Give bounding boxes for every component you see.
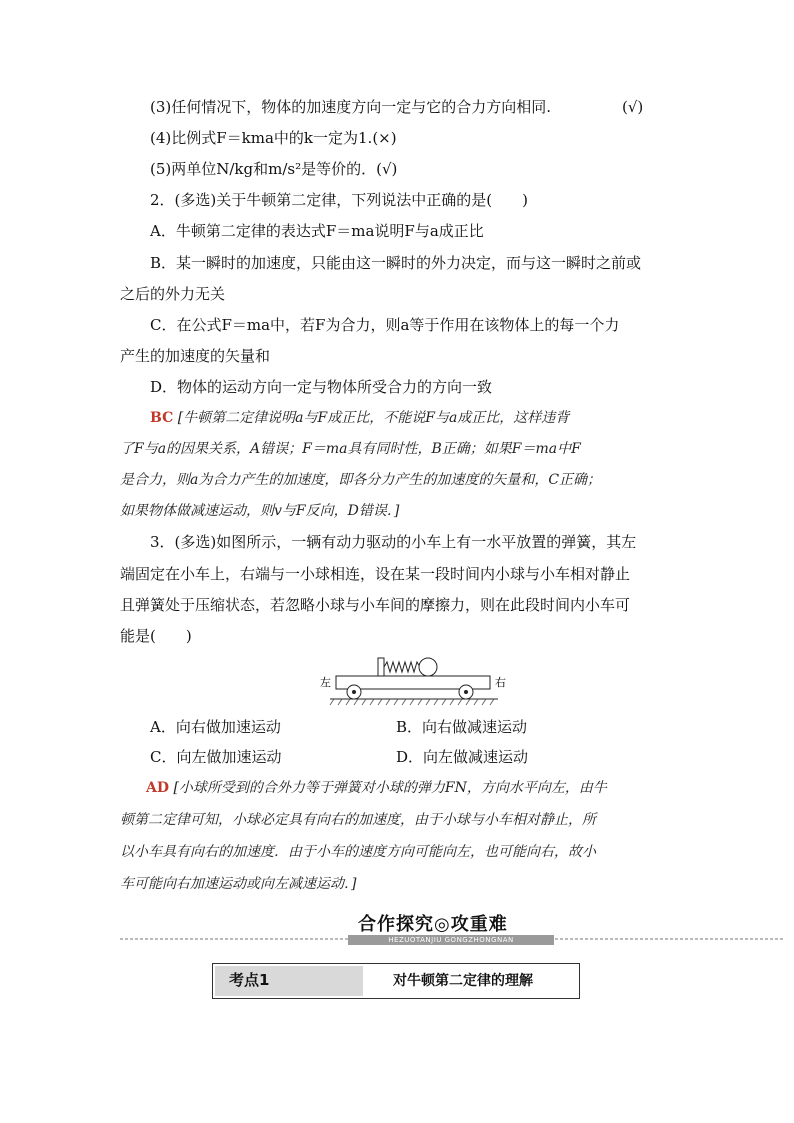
judgement-3 [150, 96, 551, 118]
judgement-4: (4)比例式F＝kma中的k一定为1.(×) [150, 129, 397, 147]
q3-explanation-line1 [146, 777, 607, 799]
stop-block [378, 658, 384, 676]
q3-option-c: C．向左做加速运动 [150, 748, 282, 766]
judgement-5: (5)两单位N/kg和m/s²是等价的．(√) [150, 160, 398, 178]
q2-option-c-line1: C．在公式F＝ma中，若F为合力，则a等于作用在该物体上的每一个力 [150, 316, 620, 334]
q3-stem-line2: 端固定在小车上，右端与一小球相连，设在某一段时间内小球与小车相对静止 [120, 565, 631, 583]
cart-spring-diagram [320, 648, 510, 710]
left-wheel-axle [352, 690, 356, 694]
kaodian-box [212, 963, 580, 999]
q2-explanation-line4: 如果物体做减速运动，则v与F反向，D错误．] [120, 503, 400, 519]
q3-explanation-line3: 以小车具有向右的加速度．由于小车的速度方向可能向左，也可能向右，故小 [120, 844, 596, 860]
ball [419, 658, 437, 676]
ground-hatching [330, 699, 494, 705]
q3-explanation-text1: [小球所受到的合外力等于弹簧对小球的弹力FN，方向水平向左，由牛 [173, 780, 607, 796]
q3-explanation-line2: 顿第二定律可知，小球必定具有向右的加速度，由于小球与小车相对静止，所 [120, 812, 596, 828]
q2-option-b-line2: 之后的外力无关 [120, 285, 226, 303]
section-title: 合作探究◎攻重难 [358, 914, 508, 935]
cart-spring-svg [320, 648, 510, 710]
left-label: 左 [320, 676, 331, 689]
q3-option-d: D．向左做减速运动 [396, 748, 529, 766]
q2-answer: BC [150, 410, 174, 426]
q3-explanation-line4: 车可能向右加速运动或向左减速运动．] [120, 876, 357, 892]
kaodian-title: 对牛顿第二定律的理解 [393, 973, 533, 989]
q2-option-c-line2: 产生的加速度的矢量和 [120, 347, 271, 365]
q2-explanation-text1: [牛顿第二定律说明a与F成正比，不能说F与a成正比，这样违背 [177, 410, 570, 426]
q2-option-d: D．物体的运动方向一定与物体所受合力的方向一致 [150, 378, 493, 396]
q3-answer: AD [146, 780, 170, 796]
q3-option-a: A．向右做加速运动 [150, 718, 281, 736]
right-wheel-axle [464, 690, 468, 694]
spring [384, 662, 420, 672]
q2-explanation-line3: 是合力，则a为合力产生的加速度，即各分力产生的加速度的矢量和，C正确； [120, 472, 602, 488]
section-subtitle: HEZUOTANJIU GONGZHONGNAN [348, 935, 554, 945]
q2-explanation-line2: 了F与a的因果关系，A错误；F＝ma具有同时性，B正确；如果F＝ma中F [120, 441, 581, 457]
q2-option-b-line1: B．某一瞬时的加速度，只能由这一瞬时的外力决定，而与这一瞬时之前或 [150, 254, 642, 272]
q2-explanation-line1 [150, 407, 569, 429]
judgement-3-text: (3)任何情况下，物体的加速度方向一定与它的合力方向相同. [150, 98, 552, 116]
q3-stem-line3: 且弹簧处于压缩状态，若忽略小球与小车间的摩擦力，则在此段时间内小车可 [120, 596, 631, 614]
q2-stem: 2．(多选)关于牛顿第二定律，下列说法中正确的是( ) [150, 191, 528, 209]
kaodian-label: 考点1 [229, 971, 270, 989]
q3-option-b: B．向右做减速运动 [396, 718, 528, 736]
q3-stem-line1: 3．(多选)如图所示，一辆有动力驱动的小车上有一水平放置的弹簧，其左 [150, 533, 637, 551]
q3-stem-line4: 能是( ) [120, 627, 192, 645]
judgement-3-mark: (√) [622, 98, 644, 116]
right-label: 右 [495, 676, 506, 689]
q2-option-a: A．牛顿第二定律的表达式F＝ma说明F与a成正比 [150, 222, 484, 240]
